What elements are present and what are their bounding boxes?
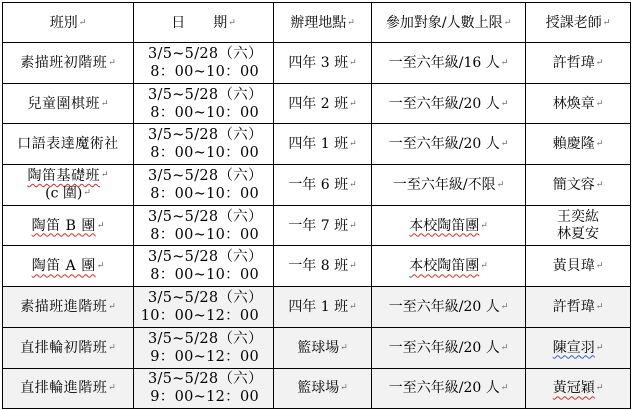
table-row: [3, 83, 631, 124]
target-cell: 一至六年級/16 人↵: [372, 43, 526, 84]
target-cell: 一至六年級/不限↵: [372, 165, 526, 206]
target-cell: 一至六年級/20 人↵: [372, 83, 526, 124]
location-cell: 一年 7 班↵: [274, 205, 372, 246]
table-row: [3, 368, 631, 409]
date-cell: 3/5~5/28（六） 9：00~12：00: [134, 368, 274, 409]
header-location: 辦理地點↵: [274, 3, 372, 43]
table-row: [3, 165, 631, 206]
teacher-cell: 簡文容↵: [526, 165, 631, 206]
date-cell: 3/5~5/28（六） 8：00~10：00: [134, 83, 274, 124]
location-cell: 一年 6 班↵: [274, 165, 372, 206]
class-cell: 陶笛 A 團↵: [3, 246, 134, 287]
teacher-cell: 王奕紘 林夏安: [526, 205, 631, 246]
class-cell: 兒童圍棋班↵: [3, 83, 134, 124]
table-row: [3, 327, 631, 368]
location-cell: 四年 3 班↵: [274, 43, 372, 84]
target-cell: 一至六年級/20 人↵: [372, 368, 526, 409]
class-cell: 素描班初階班↵: [3, 43, 134, 84]
header-class: 班別↵: [3, 3, 134, 43]
date-cell: 3/5~5/28（六） 8：00~10：00: [134, 43, 274, 84]
teacher-cell: 陳宣羽↵: [526, 327, 631, 368]
date-cell: 3/5~5/28（六） 8：00~10：00: [134, 124, 274, 165]
target-cell: 本校陶笛團↵: [372, 205, 526, 246]
location-cell: 一年 8 班↵: [274, 246, 372, 287]
teacher-cell: 林煥章↵: [526, 83, 631, 124]
class-cell: 口語表達魔術社: [3, 124, 134, 165]
class-cell: 陶笛 B 團↵: [3, 205, 134, 246]
header-row: [3, 3, 631, 43]
location-cell: 籃球場↵: [274, 327, 372, 368]
teacher-cell: 許哲瑋↵: [526, 43, 631, 84]
target-cell: 一至六年級/20 人↵: [372, 124, 526, 165]
date-cell: 3/5~5/28（六） 10：00~12：00: [134, 287, 274, 328]
location-cell: 四年 2 班↵: [274, 83, 372, 124]
table-row: [3, 43, 631, 84]
location-cell: 四年 1 班↵: [274, 287, 372, 328]
target-cell: 一至六年級/20 人↵: [372, 327, 526, 368]
class-cell: 素描班進階班↵: [3, 287, 134, 328]
target-cell: 一至六年級/20 人↵: [372, 287, 526, 328]
teacher-cell: 黃貝瑋↵: [526, 246, 631, 287]
class-cell: 陶笛基礎班↵ (c 圍)↵: [3, 165, 134, 206]
table-row: [3, 246, 631, 287]
teacher-cell: 許哲瑋↵: [526, 287, 631, 328]
location-cell: 四年 1 班↵: [274, 124, 372, 165]
date-cell: 3/5~5/28（六） 8：00~10：00: [134, 165, 274, 206]
class-cell: 直排輪進階班↵: [3, 368, 134, 409]
location-cell: 籃球場↵: [274, 368, 372, 409]
target-cell: 本校陶笛團↵: [372, 246, 526, 287]
teacher-cell: 賴慶隆↵: [526, 124, 631, 165]
header-date: 日 期↵: [134, 3, 274, 43]
class-cell: 直排輪初階班↵: [3, 327, 134, 368]
date-cell: 3/5~5/28（六） 8：00~10：00: [134, 246, 274, 287]
table-row: [3, 205, 631, 246]
schedule-table: [2, 2, 631, 409]
header-teacher: 授課老師↵: [526, 3, 631, 43]
table-row: [3, 124, 631, 165]
table-row: [3, 287, 631, 328]
header-target: 參加對象/人數上限↵: [372, 3, 526, 43]
date-cell: 3/5~5/28（六） 9：00~12：00: [134, 327, 274, 368]
teacher-cell: 黃冠穎↵: [526, 368, 631, 409]
date-cell: 3/5~5/28（六） 8：00~10：00: [134, 205, 274, 246]
